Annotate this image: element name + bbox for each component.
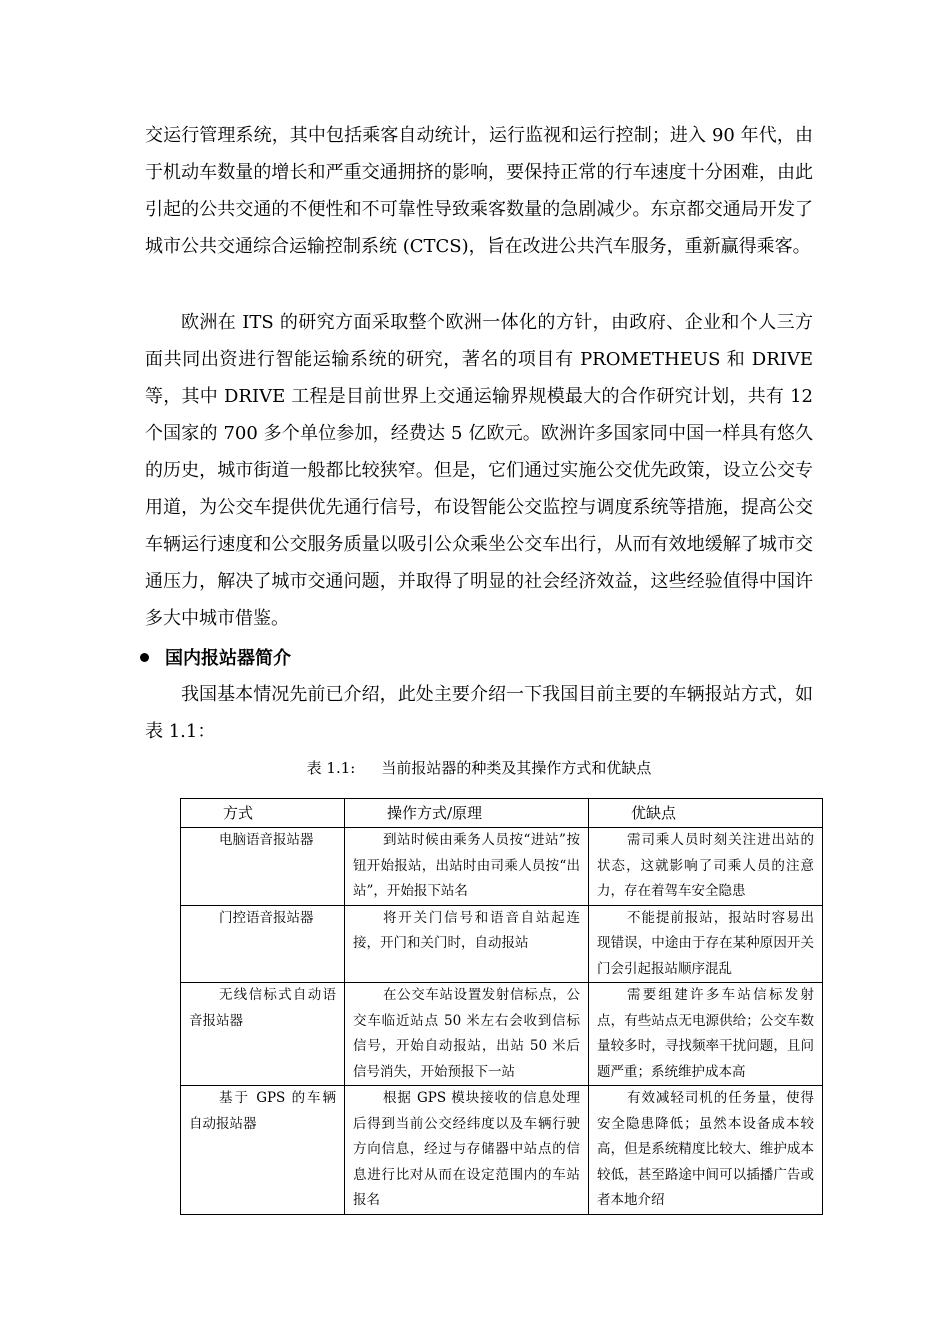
table-cell: 将开关门信号和语音自站起连接，开门和关门时，自动报站	[345, 905, 589, 983]
section-heading-text: 国内报站器简介	[165, 648, 291, 669]
table-row	[181, 983, 823, 1086]
table-cell: 电脑语音报站器	[181, 828, 345, 906]
table-header-row	[181, 799, 823, 828]
table-row	[181, 905, 823, 983]
table-cell: 基于 GPS 的车辆自动报站器	[181, 1086, 345, 1215]
paragraph-intro-table: 我国基本情况先前已介绍，此处主要介绍一下我国目前主要的车辆报站方式，如表 1.1：	[145, 684, 813, 742]
bullet-icon	[140, 653, 149, 662]
table-header-cell: 优缺点	[589, 799, 823, 828]
table-caption-title: 当前报站器的种类及其操作方式和优缺点	[381, 759, 652, 777]
table-cell: 无线信标式自动语音报站器	[181, 983, 345, 1086]
table-row	[181, 1086, 823, 1215]
table-header-cell: 方式	[181, 799, 345, 828]
table-cell: 根据 GPS 模块接收的信息处理后得到当前公交经纬度以及车辆行驶方向信息，经过与存储器中站点的信息进行比对从而在设定范围内的车站报名	[345, 1086, 589, 1215]
table-caption-number: 表 1.1:	[306, 759, 356, 777]
table-cell: 有效减轻司机的任务量，使得安全隐患降低；虽然本设备成本较高，但是系统精度比较大、维护成本较低，甚至路途中间可以插播广告或者本地介绍	[589, 1086, 823, 1215]
table-cell: 在公交车站设置发射信标点，公交车临近站点 50 米左右会收到信标信号，开始自动报站，出站 50 米后信号消失，开始预报下一站	[345, 983, 589, 1086]
paragraph-japan-ctcs: 交运行管理系统，其中包括乘客自动统计，运行监视和运行控制；进入 90 年代，由于机动车数量的增长和严重交通拥挤的影响，要保持正常的行车速度十分困难，由此引起的公共交通的不便性和不可靠性导致乘客数量的急剧减少。东京都交通局开发了城市公共交通综合运输控制系统 (CTCS)，旨在改进公共汽车服务，重新赢得乘客。	[145, 125, 813, 257]
table-row	[181, 828, 823, 906]
section-heading	[140, 642, 291, 676]
table-cell: 不能提前报站，报站时容易出现错误，中途由于存在某种原因开关门会引起报站顺序混乱	[589, 905, 823, 983]
station-announcer-table	[180, 798, 823, 1215]
paragraph-europe-its: 欧洲在 ITS 的研究方面采取整个欧洲一体化的方针，由政府、企业和个人三方面共同出资进行智能运输系统的研究，著名的项目有 PROMETHEUS 和 DRIVE 等，其中 DRIVE 工程是目前世界上交通运输界规模最大的合作研究计划，共有 12 个国家的 700 多个单位参加，经费达 5 亿欧元。欧洲许多国家同中国一样具有悠久的历史，城市街道一般都比较狭窄。但是，它们通过实施公交优先政策，设立公交专用道，为公交车提供优先通行信号，布设智能公交监控与调度系统等措施，提高公交车辆运行速度和公交服务质量以吸引公众乘坐公交车出行，从而有效地缓解了城市交通压力，解决了城市交通问题，并取得了明显的社会经济效益，这些经验值得中国许多大中城市借鉴。	[145, 312, 813, 629]
table-cell: 需要组建许多车站信标发射点，有些站点无电源供给；公交车数量较多时，寻找频率干扰问题，且问题严重；系统维护成本高	[589, 983, 823, 1086]
table-cell: 门控语音报站器	[181, 905, 345, 983]
table-cell: 到站时候由乘务人员按“进站”按钮开始报站，出站时由司乘人员按“出站”，开始报下站名	[345, 828, 589, 906]
table-caption	[145, 755, 813, 781]
table-header-cell: 操作方式/原理	[345, 799, 589, 828]
table-cell: 需司乘人员时刻关注进出站的状态，这就影响了司乘人员的注意力，存在着驾车安全隐患	[589, 828, 823, 906]
